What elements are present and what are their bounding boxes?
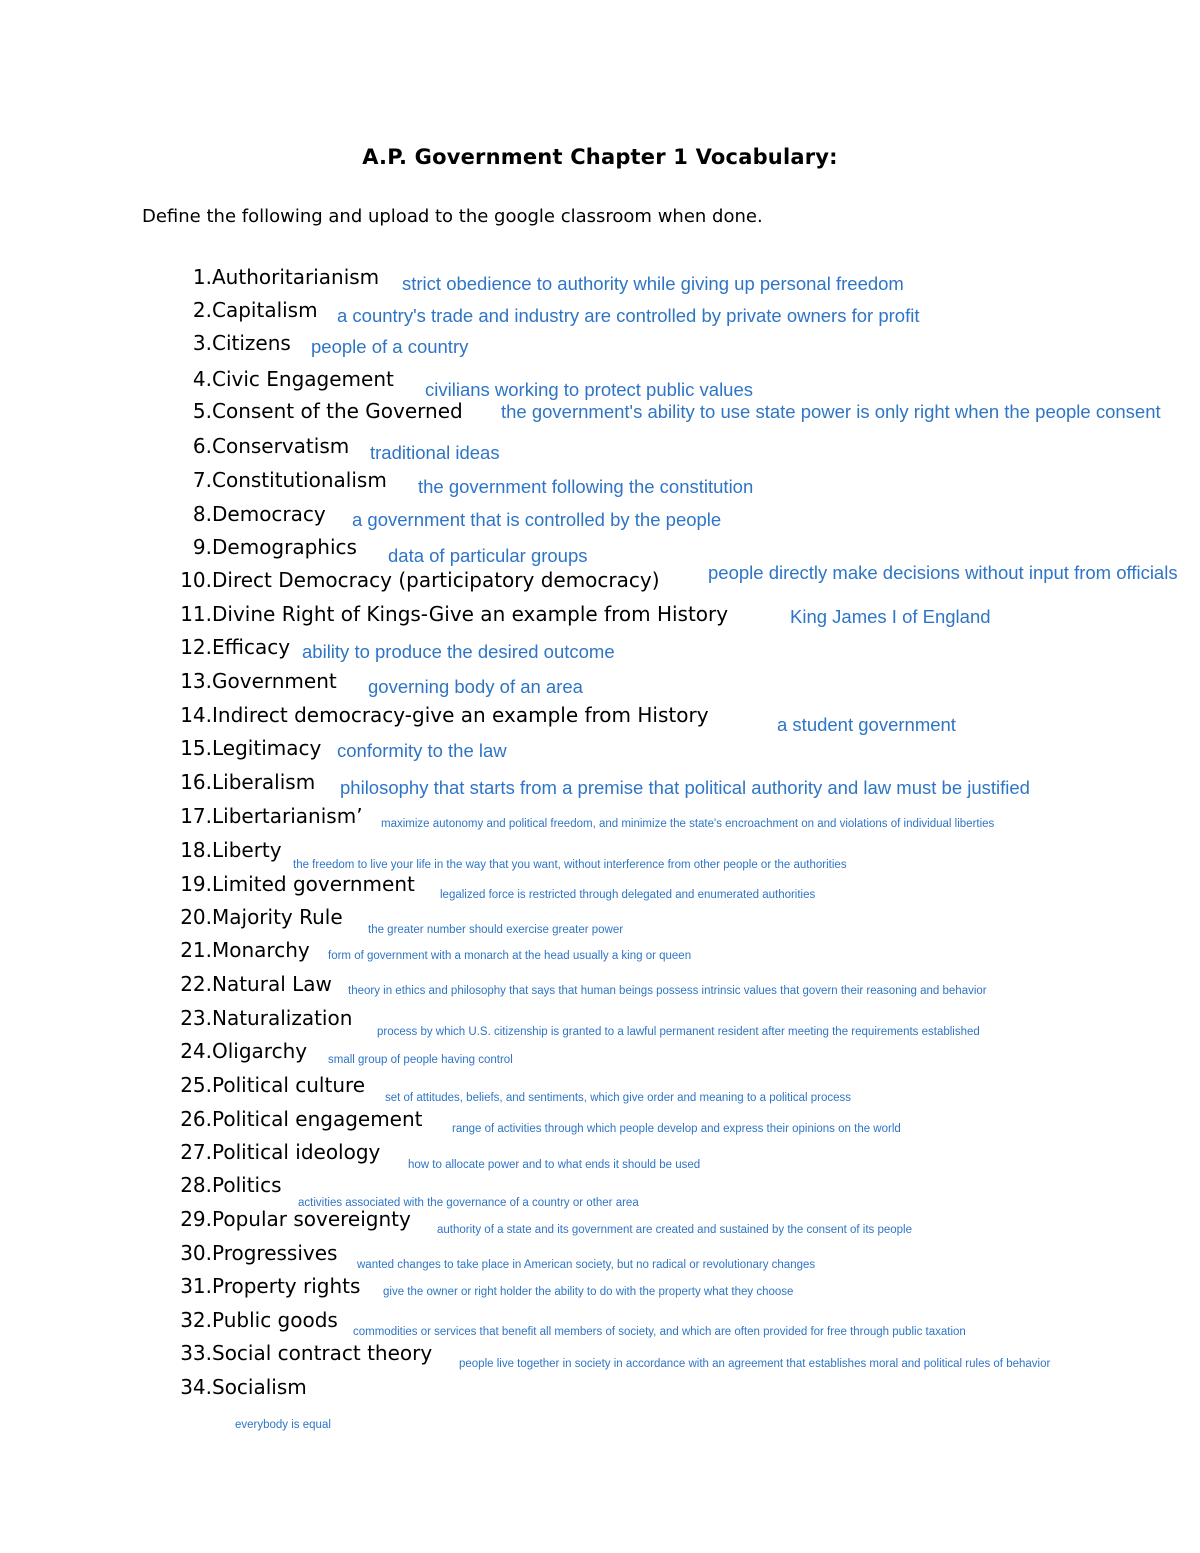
vocab-definition: theory in ethics and philosophy that says that human beings possess intrinsic values that govern their reasoning and behavior xyxy=(348,985,987,997)
vocab-item xyxy=(0,802,1200,832)
vocab-definition: data of particular groups xyxy=(388,545,588,566)
vocab-item xyxy=(0,1037,1200,1067)
vocab-definition: conformity to the law xyxy=(337,740,507,761)
vocab-term: Efficacy xyxy=(212,635,291,659)
vocab-definition: ability to produce the desired outcome xyxy=(302,641,615,662)
vocab-item xyxy=(0,329,1200,359)
vocab-term: Civic Engagement xyxy=(212,367,394,391)
vocab-item xyxy=(0,296,1200,326)
vocab-definition: commodities or services that benefit all members of society, and which are often provided for free through public taxation xyxy=(353,1326,966,1338)
vocab-item xyxy=(0,1306,1200,1336)
vocab-term: Political ideology xyxy=(212,1140,381,1164)
vocab-term: Consent of the Governed xyxy=(212,399,463,423)
vocab-term: Oligarchy xyxy=(212,1039,308,1063)
vocab-number: 3. xyxy=(192,331,212,355)
vocab-item xyxy=(0,836,1200,871)
vocab-item xyxy=(0,1239,1200,1269)
vocab-definition: maximize autonomy and political freedom, and minimize the state's encroachment on and violations of individual liberties xyxy=(381,818,995,830)
vocab-definition: small group of people having control xyxy=(328,1054,513,1066)
vocab-number: 14. xyxy=(180,703,212,727)
vocab-definition: strict obedience to authority while giving up personal freedom xyxy=(402,273,904,294)
vocab-item xyxy=(0,633,1200,663)
vocab-number: 6. xyxy=(192,434,212,458)
vocab-term: Legitimacy xyxy=(212,736,322,760)
vocab-definition: a country's trade and industry are controlled by private owners for profit xyxy=(337,305,920,326)
vocab-definition: authority of a state and its government are created and sustained by the consent of its people xyxy=(437,1224,912,1236)
vocab-number: 4. xyxy=(192,367,212,391)
vocab-definition: governing body of an area xyxy=(368,676,583,697)
vocab-term: Natural Law xyxy=(212,972,332,996)
vocab-number: 5. xyxy=(192,399,212,423)
vocab-term: Naturalization xyxy=(212,1006,353,1030)
vocab-number: 2. xyxy=(192,298,212,322)
vocab-term: Libertarianism’ xyxy=(212,804,363,828)
vocab-term: Indirect democracy-give an example from History xyxy=(212,703,709,727)
vocab-definition: form of government with a monarch at the head usually a king or queen xyxy=(328,950,692,962)
vocab-number: 12. xyxy=(180,635,212,659)
vocab-item xyxy=(0,903,1200,936)
vocab-item xyxy=(0,500,1200,530)
vocab-number: 17. xyxy=(180,804,212,828)
vocab-number: 9. xyxy=(192,535,212,559)
vocab-number: 10. xyxy=(180,568,212,592)
vocab-term: Conservatism xyxy=(212,434,350,458)
vocab-definition: how to allocate power and to what ends it should be used xyxy=(408,1159,701,1171)
vocab-term: Political engagement xyxy=(212,1107,423,1131)
vocab-item xyxy=(0,1105,1200,1135)
vocab-term: Liberalism xyxy=(212,770,316,794)
vocab-number: 21. xyxy=(180,938,212,962)
vocab-number: 30. xyxy=(180,1241,212,1265)
vocab-term: Capitalism xyxy=(212,298,318,322)
vocab-number: 1. xyxy=(192,265,212,289)
vocab-definition: a government that is controlled by the people xyxy=(352,509,722,530)
vocab-number: 28. xyxy=(180,1173,212,1197)
vocab-term: Constitutionalism xyxy=(212,468,387,492)
vocab-definition: people directly make decisions without input from officials xyxy=(708,562,1178,583)
vocab-item xyxy=(0,667,1200,697)
vocab-definition: range of activities through which people develop and express their opinions on the world xyxy=(452,1123,901,1135)
vocab-definition: set of attitudes, beliefs, and sentiments, which give order and meaning to a political process xyxy=(385,1092,852,1104)
vocab-item xyxy=(0,701,1200,735)
vocab-term: Divine Right of Kings-Give an example from History xyxy=(212,602,729,626)
vocab-definition: King James I of England xyxy=(790,606,991,627)
vocab-item xyxy=(0,365,1200,400)
vocab-definition: legalized force is restricted through delegated and enumerated authorities xyxy=(440,889,816,901)
vocab-item xyxy=(0,1071,1200,1104)
vocab-definition: traditional ideas xyxy=(370,442,500,463)
vocab-term: Majority Rule xyxy=(212,905,343,929)
vocab-definition: everybody is equal xyxy=(235,1419,331,1431)
vocab-definition: the government following the constitution xyxy=(418,476,754,497)
vocab-item xyxy=(0,1171,1200,1209)
vocab-number: 19. xyxy=(180,872,212,896)
vocab-term: Political culture xyxy=(212,1073,366,1097)
vocab-term: Property rights xyxy=(212,1274,361,1298)
vocab-number: 11. xyxy=(180,602,212,626)
vocab-number: 13. xyxy=(180,669,212,693)
vocab-term: Limited government xyxy=(212,872,415,896)
vocab-item xyxy=(0,768,1200,798)
vocab-term: Liberty xyxy=(212,838,282,862)
vocab-item xyxy=(0,1205,1200,1235)
vocab-number: 23. xyxy=(180,1006,212,1030)
vocab-number: 33. xyxy=(180,1341,212,1365)
vocab-number: 22. xyxy=(180,972,212,996)
vocab-item xyxy=(0,870,1200,900)
vocab-number: 20. xyxy=(180,905,212,929)
vocab-item xyxy=(0,562,1200,596)
vocab-definition: activities associated with the governance of a country or other area xyxy=(298,1197,639,1209)
vocab-term: Authoritarianism xyxy=(212,265,380,289)
vocab-definition: a student government xyxy=(777,714,956,735)
vocab-definition: people live together in society in accordance with an agreement that establishes moral and political rules of behavior xyxy=(459,1358,1051,1370)
vocab-number: 32. xyxy=(180,1308,212,1332)
vocab-term: Demographics xyxy=(212,535,357,559)
vocab-definition: the greater number should exercise greater power xyxy=(368,924,624,936)
vocab-number: 18. xyxy=(180,838,212,862)
vocab-item xyxy=(0,1004,1200,1038)
vocab-item xyxy=(0,600,1200,630)
vocab-term: Social contract theory xyxy=(212,1341,433,1365)
vocab-definition: the freedom to live your life in the way that you want, without interference from other people or the authorities xyxy=(293,859,847,871)
vocab-term: Public goods xyxy=(212,1308,338,1332)
vocab-item xyxy=(0,1272,1200,1302)
vocab-term: Citizens xyxy=(212,331,291,355)
vocab-number: 24. xyxy=(180,1039,212,1063)
vocab-term: Politics xyxy=(212,1173,282,1197)
vocab-item xyxy=(0,397,1200,427)
vocab-term: Government xyxy=(212,669,337,693)
vocab-number: 15. xyxy=(180,736,212,760)
vocab-definition: give the owner or right holder the ability to do with the property what they choose xyxy=(383,1286,794,1298)
vocab-item xyxy=(0,1339,1200,1369)
vocab-term: Monarchy xyxy=(212,938,310,962)
vocab-item xyxy=(0,970,1200,1000)
vocab-definition: the government's ability to use state power is only right when the people consent xyxy=(501,401,1161,422)
vocab-item xyxy=(0,1138,1200,1171)
vocab-number: 26. xyxy=(180,1107,212,1131)
vocab-number: 31. xyxy=(180,1274,212,1298)
vocab-definition: process by which U.S. citizenship is granted to a lawful permanent resident after meeting the requirements established xyxy=(377,1026,980,1038)
vocab-term: Democracy xyxy=(212,502,326,526)
vocab-number: 16. xyxy=(180,770,212,794)
instructions: Define the following and upload to the google classroom when done. xyxy=(142,206,763,227)
vocab-term: Popular sovereignty xyxy=(212,1207,411,1231)
vocab-item xyxy=(0,1373,1200,1431)
vocab-item xyxy=(0,936,1200,966)
vocab-item xyxy=(0,263,1200,293)
vocab-definition: people of a country xyxy=(311,336,469,357)
page-title: A.P. Government Chapter 1 Vocabulary: xyxy=(362,145,838,169)
vocab-number: 34. xyxy=(180,1375,212,1399)
vocab-definition: philosophy that starts from a premise that political authority and law must be justified xyxy=(340,777,1030,798)
vocab-number: 29. xyxy=(180,1207,212,1231)
vocab-number: 25. xyxy=(180,1073,212,1097)
vocab-item xyxy=(0,432,1200,462)
vocab-definition: civilians working to protect public values xyxy=(425,379,754,400)
vocab-number: 8. xyxy=(192,502,212,526)
vocab-term: Socialism xyxy=(212,1375,307,1399)
vocab-item xyxy=(0,734,1200,764)
vocab-definition: wanted changes to take place in American society, but no radical or revolutionary changes xyxy=(357,1259,816,1271)
vocab-item xyxy=(0,466,1200,496)
vocab-term: Progressives xyxy=(212,1241,338,1265)
vocab-number: 7. xyxy=(192,468,212,492)
vocab-number: 27. xyxy=(180,1140,212,1164)
vocab-term: Direct Democracy (participatory democracy) xyxy=(212,568,660,592)
